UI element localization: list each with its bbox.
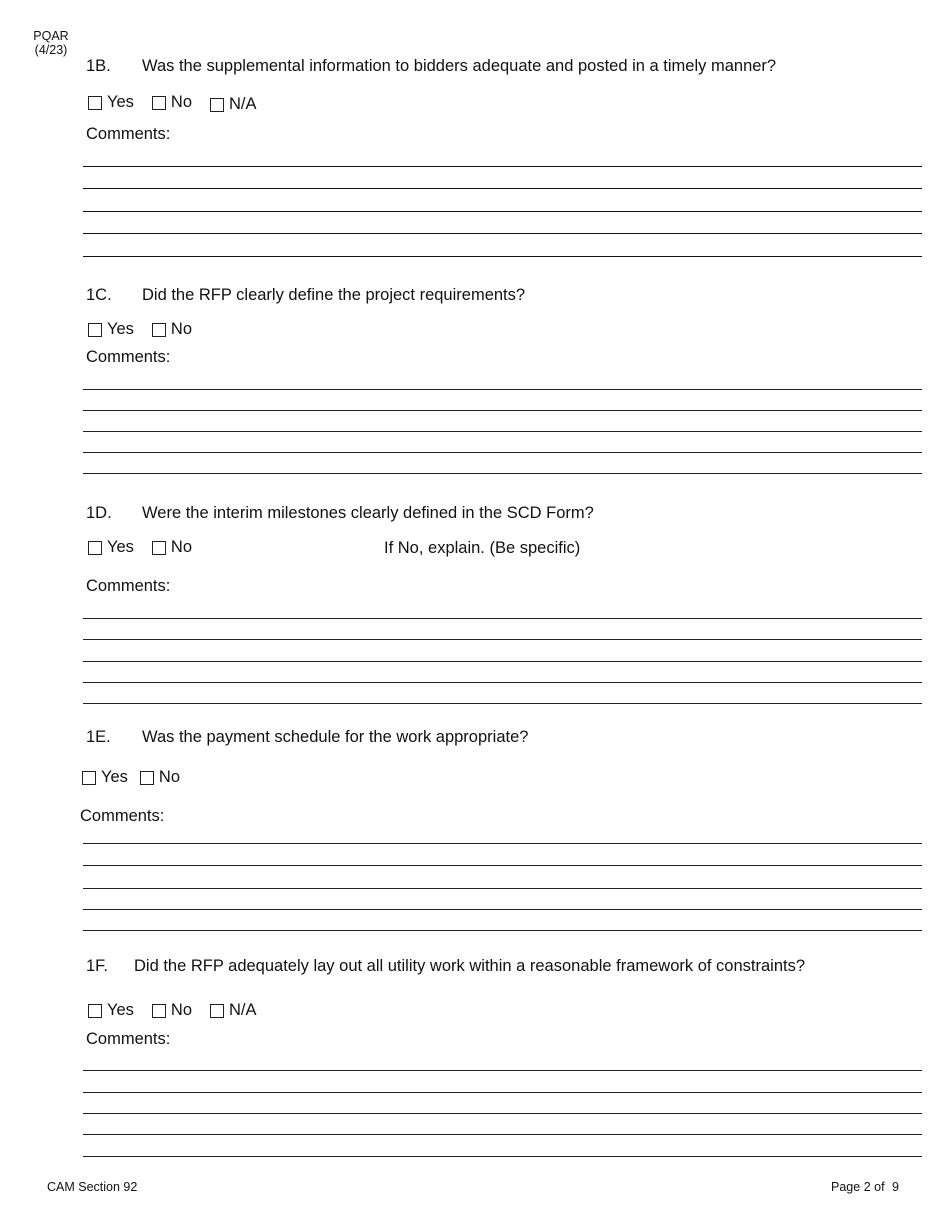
option-no[interactable]: No: [152, 93, 192, 112]
option-na[interactable]: N/A: [210, 95, 257, 114]
question-text: Did the RFP adequately lay out all utility work within a reasonable framework of constraints?: [134, 957, 806, 975]
question-text: Was the payment schedule for the work appropriate?: [142, 728, 529, 746]
comment-line[interactable]: [83, 682, 922, 683]
question-text: Did the RFP clearly define the project requirements?: [142, 286, 526, 304]
comment-line[interactable]: [83, 211, 922, 212]
checkbox[interactable]: [88, 1004, 102, 1018]
page-number: Page 2 of 9: [831, 1180, 899, 1194]
option-no[interactable]: No: [152, 538, 192, 557]
comment-line[interactable]: [83, 1134, 922, 1135]
option-yes[interactable]: Yes: [88, 1001, 134, 1020]
comments-label: Comments:: [86, 577, 171, 595]
comments-label: Comments:: [86, 125, 171, 143]
explain-instruction: If No, explain. (Be specific): [384, 539, 581, 557]
comment-line[interactable]: [83, 389, 922, 390]
option-no[interactable]: No: [152, 320, 192, 339]
form-date: (4/23): [34, 43, 68, 57]
footer-section: CAM Section 92: [47, 1180, 138, 1194]
option-na[interactable]: N/A: [210, 1001, 257, 1020]
comment-line[interactable]: [83, 639, 922, 640]
option-yes[interactable]: Yes: [82, 768, 128, 787]
question-number: 1C.: [86, 286, 112, 304]
comment-line[interactable]: [83, 1113, 922, 1114]
comment-line[interactable]: [83, 473, 922, 474]
comment-line[interactable]: [83, 618, 922, 619]
comment-line[interactable]: [83, 188, 922, 189]
comment-line[interactable]: [83, 1156, 922, 1157]
option-yes[interactable]: Yes: [88, 320, 134, 339]
comment-line[interactable]: [83, 233, 922, 234]
comment-line[interactable]: [83, 843, 922, 844]
question-1b: [86, 57, 777, 76]
comment-line[interactable]: [83, 1070, 922, 1071]
form-code: PQAR: [33, 29, 69, 43]
option-no[interactable]: No: [140, 768, 180, 787]
option-yes[interactable]: Yes: [88, 538, 134, 557]
checkbox[interactable]: [210, 1004, 224, 1018]
checkbox[interactable]: [88, 323, 102, 337]
comment-line[interactable]: [83, 865, 922, 866]
comments-label: Comments:: [80, 807, 165, 825]
question-number: 1E.: [86, 728, 111, 746]
checkbox[interactable]: [82, 771, 96, 785]
checkbox[interactable]: [152, 541, 166, 555]
answer-options-1f: [88, 1001, 275, 1020]
comment-line[interactable]: [83, 888, 922, 889]
checkbox[interactable]: [140, 771, 154, 785]
checkbox[interactable]: [152, 1004, 166, 1018]
question-number: 1F.: [86, 957, 109, 975]
comments-label: Comments:: [86, 1030, 171, 1048]
comment-line[interactable]: [83, 1092, 922, 1093]
answer-options-1b: [88, 91, 275, 114]
question-number: 1D.: [86, 504, 112, 522]
option-yes[interactable]: Yes: [88, 93, 134, 112]
comment-line[interactable]: [83, 930, 922, 931]
comment-line[interactable]: [83, 256, 922, 257]
question-text: Was the supplemental information to bidders adequate and posted in a timely manner?: [142, 57, 777, 75]
comment-line[interactable]: [83, 410, 922, 411]
comment-line[interactable]: [83, 431, 922, 432]
answer-options-1d: [88, 538, 210, 557]
checkbox[interactable]: [152, 323, 166, 337]
question-1c: [86, 286, 526, 305]
answer-options-1c: [88, 320, 210, 339]
question-1f: [86, 957, 806, 976]
comment-line[interactable]: [83, 909, 922, 910]
question-text: Were the interim milestones clearly defined in the SCD Form?: [142, 504, 594, 522]
checkbox[interactable]: [152, 96, 166, 110]
form-id: [30, 29, 72, 57]
question-1e: [86, 728, 529, 747]
checkbox[interactable]: [210, 98, 224, 112]
question-1d: [86, 504, 594, 523]
question-number: 1B.: [86, 57, 111, 75]
option-no[interactable]: No: [152, 1001, 192, 1020]
comment-line[interactable]: [83, 166, 922, 167]
answer-options-1e: [82, 768, 198, 787]
checkbox[interactable]: [88, 541, 102, 555]
comment-line[interactable]: [83, 452, 922, 453]
comments-label: Comments:: [86, 348, 171, 366]
comment-line[interactable]: [83, 661, 922, 662]
checkbox[interactable]: [88, 96, 102, 110]
comment-line[interactable]: [83, 703, 922, 704]
